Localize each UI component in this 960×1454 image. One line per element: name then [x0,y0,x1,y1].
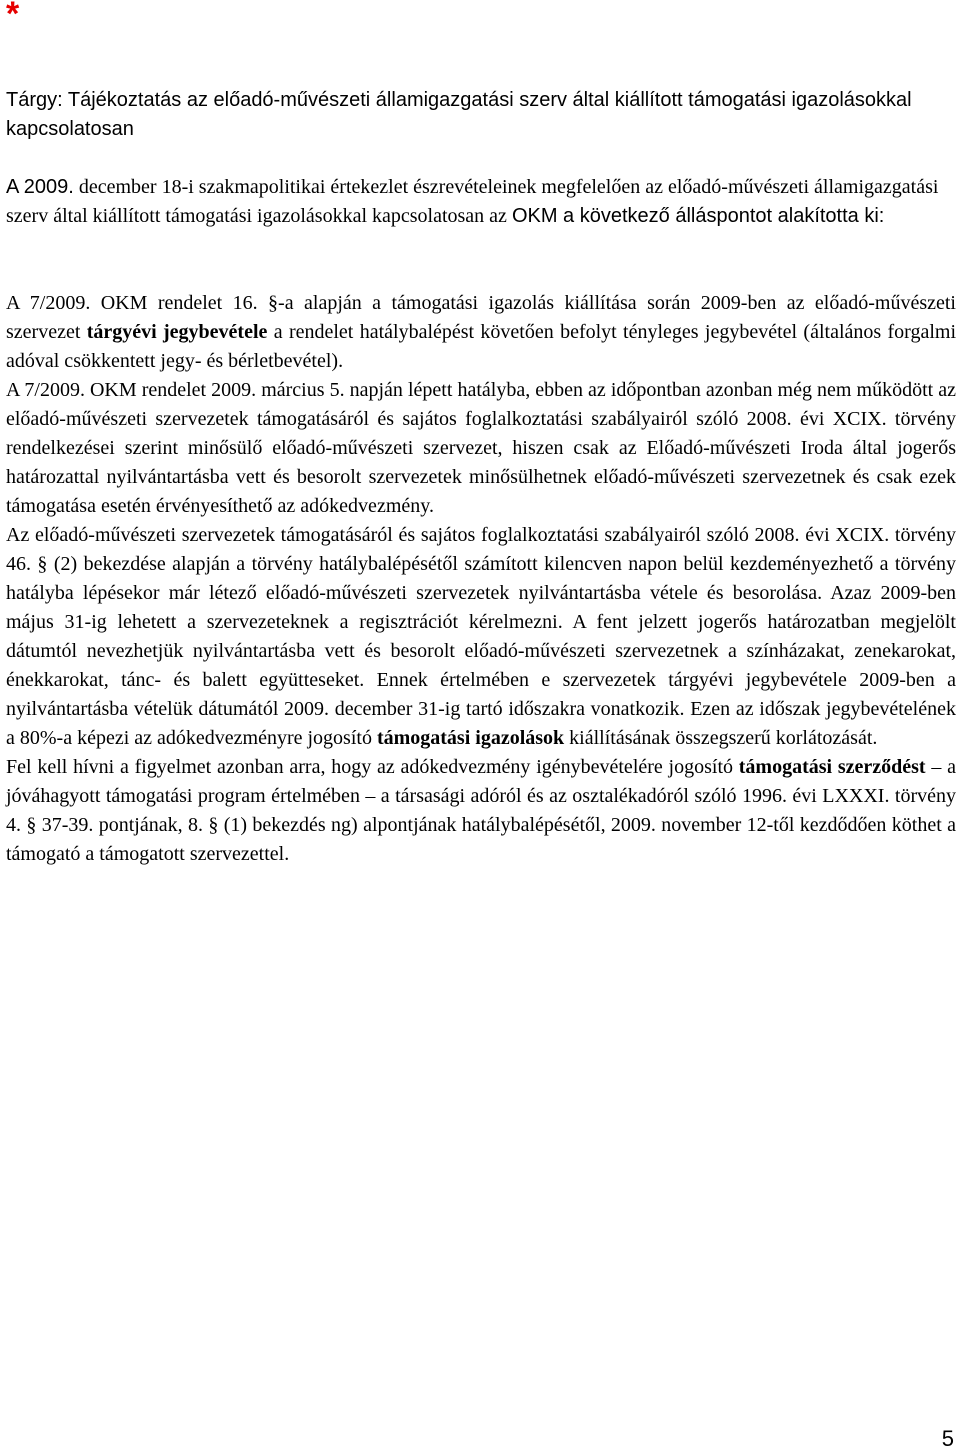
intro-prefix: A 2009. [6,176,74,198]
paragraph-1 [6,289,956,376]
p1-after: a rendelet hatálybalépést követően befolyt tényleges jegybevétel (általános forgalmi adóval csökkentett jegy- és bérletbevétel). [6,321,957,372]
p4-after: – a jóváhagyott támogatási program értelmében – a társasági adóról és az osztalékadóról szóló 1996. évi LXXXI. törvény 4. § 37-39. pontjának, 8. § (1) bekezdés ng) alpontjának hatálybalépésétől, 2009. november 12-től kezdődően köthet a támogató a támogatott szervezettel. [6,756,956,865]
p1-bold: tárgyévi jegybevétele [86,321,268,343]
subject-line: Tárgy: Tájékoztatás az előadó-művészeti államigazgatási szerv által kiállított támogatási igazolásokkal kapcsolatosan [6,89,912,140]
body-text [6,289,956,869]
p3-before: Az előadó-művészeti szervezetek támogatásáról és sajátos foglalkoztatási szabályairól szóló 2008. évi XCIX. törvény 46. § (2) bekezdése alapján a törvény hatálybalépésétől számított kilencven napon belül kezdeményezhető a törvény hatályba lépésekor már létező előadó-művészeti szervezetek nyilvántartásba vétele és besorolása. Azaz 2009-ben május 31-ig lehetett a szervezeteknek a regisztrációt kérelmezni. A fent jelzett jogerős határozatban megjelölt dátumtól nevezhetjük nyilvántartásba vett és besorolt előadó-művészeti szervezetnek a színházakat, zenekarokat, énekkarokat, tánc- és balett együtteseket. Ennek értelmében e szervezetek tárgyévi jegybevétele 2009-ben a nyilvántartásba vételük dátumától 2009. december 31-ig tartó időszakra vonatkozik. Ezen az időszak jegybevételének a 80%-a képezi az adókedvezményre jogosító [6,524,956,749]
p3-after: kiállításának összegszerű korlátozását. [564,727,878,749]
intro-text: december 18-i szakmapolitikai értekezlet észrevételeinek megfelelően az előadó-művészeti államigazgatási szerv által kiállított támogatási igazolásokkal kapcsolatosan az [6,176,939,227]
paragraph-3 [6,521,956,753]
paragraph-4 [6,753,956,869]
red-asterisk: * [6,0,20,33]
p3-bold: támogatási igazolások [376,727,565,749]
p1-before: A 7/2009. OKM rendelet 16. §-a alapján a támogatási igazolás kiállítása során 2009-ben az előadó-művészeti szervezet [6,292,956,343]
intro-paragraph [6,173,956,231]
p4-bold: támogatási szerződést [738,756,926,778]
page-number: 5 [941,1426,954,1451]
intro-suffix: OKM a következő álláspontot alakította ki: [511,205,885,227]
paragraph-2: A 7/2009. OKM rendelet 2009. március 5. napján lépett hatályba, ebben az időpontban azonban még nem működött az előadó-művészeti szervezetek támogatásáról és sajátos foglalkoztatási szabályairól szóló 2008. évi XCIX. törvény rendelkezései szerint minősülő előadó-művészeti szervezet, hiszen csak az Előadó-művészeti Iroda által jogerős határozattal nyilvántartásba vett és besorolt szervezetek minősülhetnek előadó-művészeti szervezetnek és csak ezek támogatása esetén érvényesíthető az adókedvezmény. [6,379,956,517]
p4-before: Fel kell hívni a figyelmet azonban arra, hogy az adókedvezmény igénybevételére jogosító [6,756,739,778]
